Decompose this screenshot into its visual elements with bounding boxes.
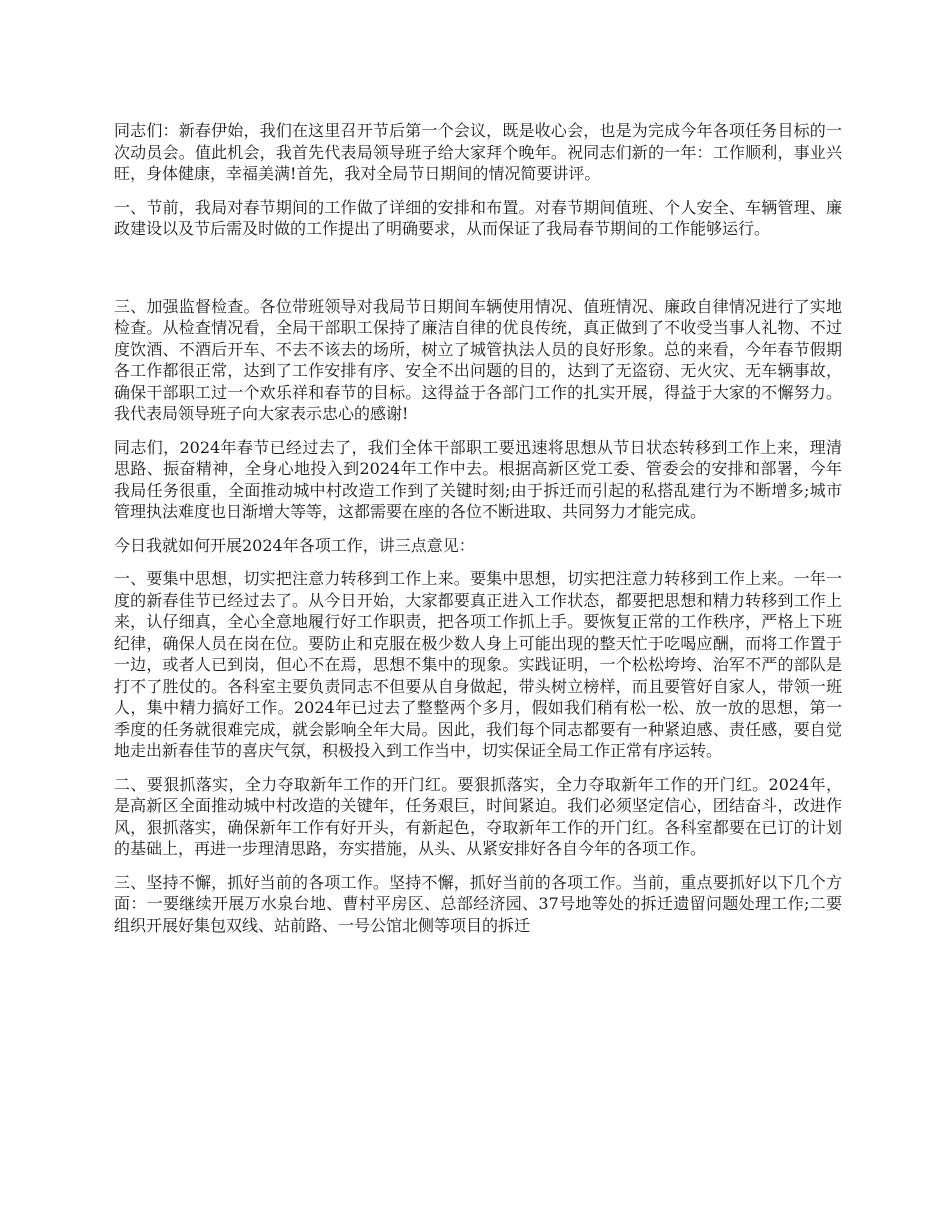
paragraph-point-two: 二、要狠抓落实，全力夺取新年工作的开门红。要狠抓落实，全力夺取新年工作的开门红。2024年，是高新区全面推动城中村改造的关键年，任务艰巨，时间紧迫。我们必须坚定信心，团结奋斗，改进作风，狠抓落实，确保新年工作有好开头，有新起色，夺取新年工作的开门红。各科室都要在已订的计划的基础上，再进一步理清思路，夯实措施，从头、从紧安排好各自今年的各项工作。 bbox=[114, 774, 842, 858]
paragraph-three-points-intro: 今日我就如何开展2024年各项工作，讲三点意见： bbox=[114, 535, 475, 555]
blank-gap bbox=[114, 252, 842, 296]
paragraph-section-one: 一、节前，我局对春节期间的工作做了详细的安排和布置。对春节期间值班、个人安全、车辆管理、廉政建设以及节后需及时做的工作提出了明确要求，从而保证了我局春节期间的工作能够运行。 bbox=[114, 197, 842, 238]
paragraph-section-three: 三、加强监督检查。各位带班领导对我局节日期间车辆使用情况、值班情况、廉政自律情况进行了实地检查。从检查情况看，全局干部职工保持了廉洁自律的优良传统，真正做到了不收受当事人礼物、不过度饮酒、不酒后开车、不去不该去的场所，树立了城管执法人员的良好形象。总的来看，今年春节假期各工作都很正常，达到了工作安排有序、安全不出问题的目的，达到了无盗窃、无火灾、无车辆事故，确保干部职工过一个欢乐祥和春节的目标。这得益于各部门工作的扎实开展，得益于大家的不懈努力。我代表局领导班子向大家表示忠心的感谢! bbox=[114, 296, 842, 423]
paragraph-point-one: 一、要集中思想，切实把注意力转移到工作上来。要集中思想，切实把注意力转移到工作上来。一年一度的新春佳节已经过去了。从今日开始，大家都要真正进入工作状态，都要把思想和精力转移到工作上来，认仔细真，全心全意地履行好工作职责，把各项工作抓上手。要恢复正常的工作秩序，严格上下班纪律，确保人员在岗在位。要防止和克服在极少数人身上可能出现的整天忙于吃喝应酬，而将工作置于一边，或者人已到岗，但心不在焉，思想不集中的现象。实践证明，一个松松垮垮、治军不严的部队是打不了胜仗的。各科室主要负责同志不但要从自身做起，带头树立榜样，而且要管好自家人，带领一班人，集中精力搞好工作。2024年已过去了整整两个多月，假如我们稍有松一松、放一放的思想，第一季度的任务就很难完成，就会影响全年大局。因此，我们每个同志都要有一种紧迫感、责任感，要自觉地走出新春佳节的喜庆气氛，积极投入到工作当中，切实保证全局工作正常有序运转。 bbox=[114, 569, 842, 760]
paragraph-opening: 同志们：新春伊始，我们在这里召开节后第一个会议，既是收心会，也是为完成今年各项任务目标的一次动员会。值此机会，我首先代表局领导班子给大家拜个晚年。祝同志们新的一年：工作顺利，事业兴旺，身体健康，幸福美满!首先，我对全局节日期间的情况简要讲评。 bbox=[114, 121, 842, 183]
paragraph-comrades: 同志们，2024年春节已经过去了，我们全体干部职工要迅速将思想从节日状态转移到工作上来，理清思路、振奋精神，全身心地投入到2024年工作中去。根据高新区党工委、管委会的安排和部署，今年我局任务很重，全面推动城中村改造工作到了关键时刻;由于拆迁而引起的私搭乱建行为不断增多;城市管理执法难度也日渐增大等等，这都需要在座的各位不断进取、共同努力才能完成。 bbox=[114, 437, 842, 521]
paragraph-point-three: 三、坚持不懈，抓好当前的各项工作。坚持不懈，抓好当前的各项工作。当前，重点要抓好以下几个方面：一要继续开展万水泉台地、曹村平房区、总部经济园、37号地等处的拆迁遗留问题处理工作;二要组织开展好集包双线、站前路、一号公馆北侧等项目的拆迁 bbox=[114, 872, 842, 935]
document-body bbox=[114, 120, 842, 948]
